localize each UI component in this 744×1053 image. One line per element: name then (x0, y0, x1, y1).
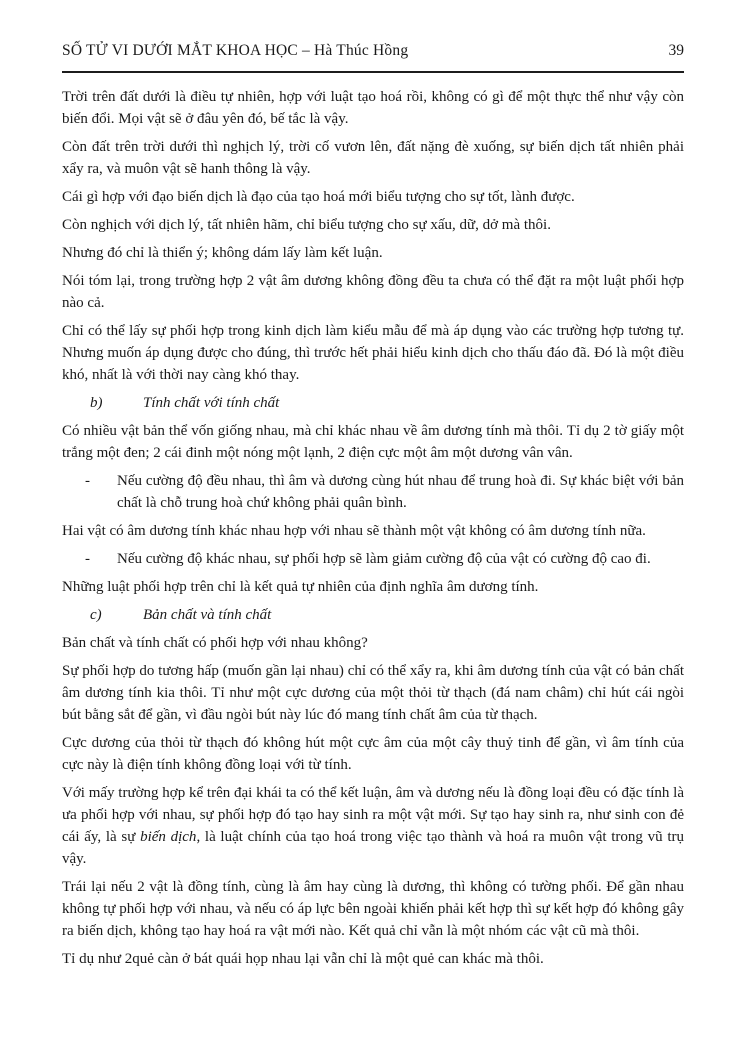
section-title: Tính chất với tính chất (143, 395, 280, 411)
paragraph: Tỉ dụ như 2quẻ càn ở bát quái họp nhau lại vẫn chỉ là một quẻ can khác mà thôi. (62, 951, 544, 967)
page-number: 39 (668, 42, 684, 59)
paragraph: Trời trên đất dưới là điều tự nhiên, hợp với luật tạo hoá rồi, không có gì để một thực thể như vậy còn biến đổi. Mọi vật sẽ ở đâu yên đó, bế tắc là vậy. (62, 89, 684, 127)
paragraph: Cực dương của thỏi từ thạch đó không hút một cực âm của một cây thuỷ tinh để gần, vì âm tính của cực này là điện tính không đồng loại với từ tính. (62, 735, 684, 773)
list-item-text: Nếu cường độ khác nhau, sự phối hợp sẽ làm giảm cường độ của vật có cường độ cao đi. (117, 551, 651, 567)
paragraph: Những luật phối hợp trên chỉ là kết quả tự nhiên của định nghĩa âm dương tính. (62, 579, 539, 595)
section-heading-b (62, 392, 684, 414)
paragraph: Nhưng đó chỉ là thiển ý; không dám lấy làm kết luận. (62, 245, 383, 261)
section-title: Bản chất và tính chất (143, 607, 272, 623)
paragraph: Còn nghịch với dịch lý, tất nhiên hãm, chỉ biểu tượng cho sự xấu, dữ, dở mà thôi. (62, 217, 551, 233)
emphasis-biendich: biến dịch (140, 829, 197, 845)
section-heading-c (62, 604, 684, 626)
bullet-marker: - (85, 473, 90, 489)
paragraph: Chỉ có thể lấy sự phối hợp trong kinh dịch làm kiểu mẫu để mà áp dụng vào các trường hợp tương tự. Nhưng muốn áp dụng được cho đúng, thì trước hết phải hiểu kinh dịch cho thấu đáo đã. Đó là một điều khó, nhất là với thời nay càng khó thay. (62, 323, 684, 383)
running-header (62, 40, 684, 73)
paragraph: Cái gì hợp với đạo biến dịch là đạo của tạo hoá mới biểu tượng cho sự tốt, lành được. (62, 189, 575, 205)
page-content (62, 73, 684, 970)
paragraph-text: , là luật chính của tạo hoá trong việc tạo thành và hoá ra muôn vật trong vũ trụ vậy. (62, 829, 685, 867)
paragraph: Hai vật có âm dương tính khác nhau hợp với nhau sẽ thành một vật không có âm dương tính nữa. (62, 523, 646, 539)
list-item (62, 470, 684, 514)
paragraph: Sự phối hợp do tương hấp (muốn gần lại nhau) chỉ có thể xẩy ra, khi âm dương tính của vật có bản chất âm dương tính kia thôi. Tỉ như một cực dương của một thỏi từ thạch (đá nam châm) chỉ hút cái ngòi bút bằng sắt để gần, vì đầu ngòi bút này lúc đó mang tính chất âm của từ thạch. (62, 663, 684, 723)
book-title: SỐ TỬ VI DƯỚI MẮT KHOA HỌC – Hà Thúc Hồng (62, 42, 409, 59)
paragraph: Trái lại nếu 2 vật là đồng tính, cùng là âm hay cùng là dương, thì không có tường phối. Để gần nhau không tự phối hợp với nhau, và nếu có áp lực bên ngoài khiến phải kết hợp thì sự kết hợp đó không gây ra biến dịch, không tạo hay hoá ra vật mới nào. Kết quả chỉ vẫn là một nhóm các vật cũ mà thôi. (62, 879, 684, 939)
list-item-text: Nếu cường độ đều nhau, thì âm và dương cùng hút nhau để trung hoà đi. Sự khác biệt với bản chất là chỗ trung hoà chứ không phải quân bình. (117, 473, 684, 511)
paragraph: Còn đất trên trời dưới thì nghịch lý, trời cố vươn lên, đất nặng đè xuống, sự biến dịch tất nhiên phải xẩy ra, và muôn vật sẽ hanh thông là vậy. (62, 139, 684, 177)
paragraph: Có nhiều vật bản thể vốn giống nhau, mà chỉ khác nhau về âm dương tính mà thôi. Tỉ dụ 2 tờ giấy một trắng một đen; 2 cái đinh một nóng một lạnh, 2 điện cực một âm một dương vân vân. (62, 423, 684, 461)
section-label: b) (90, 395, 103, 411)
paragraph: Nói tóm lại, trong trường hợp 2 vật âm dương không đồng đều ta chưa có thể đặt ra một luật phối hợp nào cả. (62, 273, 684, 311)
list-item (62, 548, 684, 570)
paragraph (62, 782, 684, 870)
paragraph-text: Với mấy trường hợp kể trên đại khái ta có thể kết luận, âm và dương nếu là đồng loại đều có đặc tính là ưa phối hợp với nhau, sự phối hợp đó tạo hay sinh ra một vật mới. Sự tạo hay sinh ra, như sinh con đẻ cái ấy, là sự (62, 785, 684, 845)
bullet-marker: - (85, 551, 90, 567)
paragraph: Bản chất và tính chất có phối hợp với nhau không? (62, 635, 368, 651)
section-label: c) (90, 607, 102, 623)
